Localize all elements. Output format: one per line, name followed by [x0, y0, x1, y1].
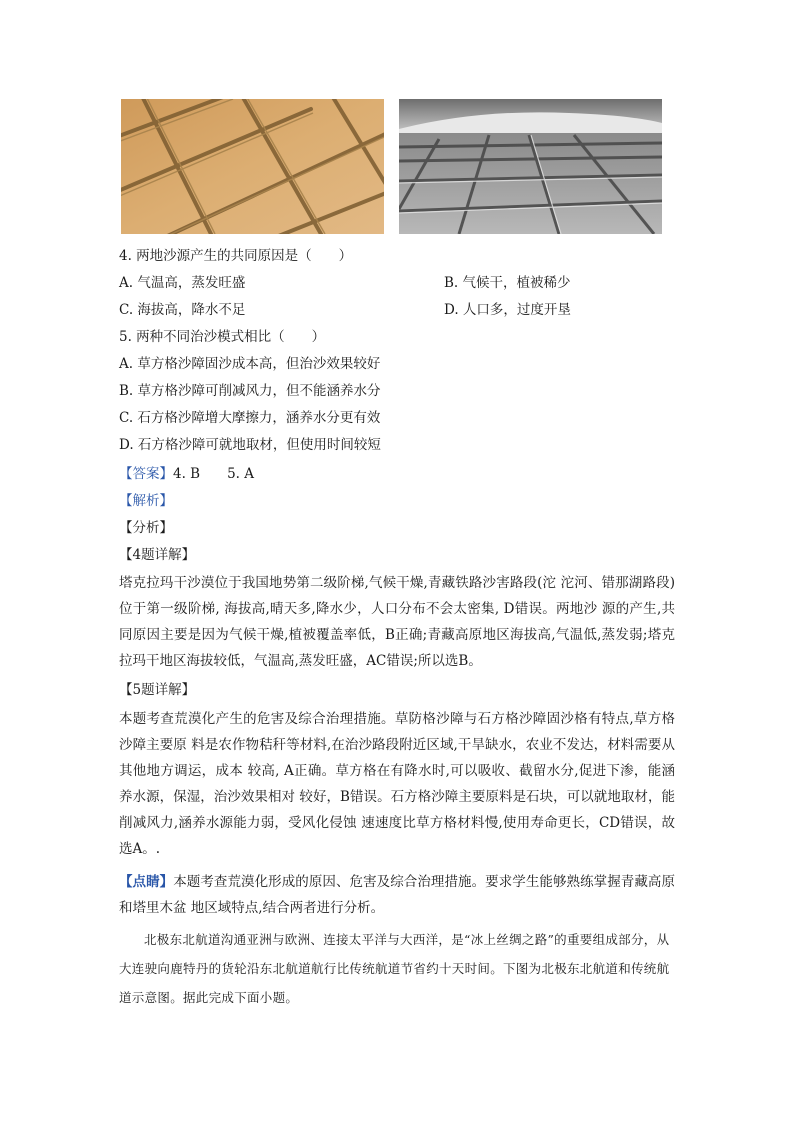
- q5-option-c: C. 石方格沙障增大摩擦力，涵养水分更有效: [119, 410, 381, 426]
- q4-option-b: B. 气候干，植被稀少: [444, 275, 571, 291]
- dianjing-label: 【点睛】: [119, 874, 174, 890]
- analysis-label: 【解析】: [119, 493, 173, 509]
- detail4-title: 【4题详解】: [119, 547, 196, 563]
- fenxi-label: 【分析】: [119, 520, 173, 536]
- next-intro-paragraph: [119, 925, 675, 1012]
- next-intro-text: 北极东北航道沟通亚洲与欧洲、连接太平洋与大西洋，是“冰上丝绸之路”的重要组成部分，从大连驶向鹿特丹的货轮沿东北航道航行比传统航道节省约十天时间。下图为北极东北航道和传统航道示意图。据此完成下面小题。: [119, 932, 670, 1005]
- q4-stem: 4. 两地沙源产生的共同原因是（ ）: [119, 248, 353, 264]
- q4-option-a: A. 气温高，蒸发旺盛: [119, 275, 246, 291]
- detail4-text: 塔克拉玛干沙漠位于我国地势第二级阶梯,气候干燥,青藏铁路沙害路段(沱 沱河、错那湖路段)位于第一级阶梯, 海拔高,晴天多,降水少，人口分布不会太密集, D错误。两地沙 源的产生,共同原因主要是因为气候干燥,植被覆盖率低，B正确;青藏高原地区海拔高,气温低,蒸发弱;塔克拉玛干地区海拔较低，气温高,蒸发旺盛，AC错误;所以选B。: [119, 575, 676, 669]
- answer-text: 4. B 5. A: [173, 466, 255, 482]
- detail5-text: 本题考查荒漠化产生的危害及综合治理措施。草防格沙障与石方格沙障固沙格有特点,草方格沙障主要原 料是农作物秸秆等材料,在治沙路段附近区域,干旱缺水，农业不发达，材料需要从其他地方调运，成本 较高, A正确。草方格在有降水时,可以吸收、截留水分,促进下渗，能涵养水源，保湿，治沙效果相对 较好，B错误。石方格沙障主要原料是石块，可以就地取材，能削减风力,涵养水源能力弱，受风化侵蚀 速速度比草方格材料慢,使用寿命更长，CD错误，故选A。.: [119, 711, 675, 857]
- straw-checkerboard-photo: [121, 99, 384, 234]
- q5-option-d: D. 石方格沙障可就地取材，但使用时间较短: [119, 437, 381, 453]
- detail5-paragraph: [119, 706, 675, 862]
- answer-line: [119, 464, 254, 484]
- dianjing-paragraph: [119, 869, 675, 921]
- detail5-title: 【5题详解】: [119, 682, 196, 698]
- q4-option-c: C. 海拔高，降水不足: [119, 302, 246, 318]
- detail4-paragraph: [119, 570, 675, 674]
- q5-option-a: A. 草方格沙障固沙成本高，但治沙效果较好: [119, 356, 381, 372]
- q5-stem: 5. 两种不同治沙模式相比（ ）: [119, 329, 326, 345]
- answer-label: 【答案】: [119, 466, 173, 482]
- q4-option-d: D. 人口多，过度开垦: [444, 302, 571, 318]
- stone-checkerboard-photo: [399, 99, 662, 234]
- dianjing-text: 本题考查荒漠化形成的原因、危害及综合治理措施。要求学生能够熟练掌握青藏高原和塔里木盆 地区域特点,结合两者进行分析。: [119, 874, 675, 916]
- q5-option-b: B. 草方格沙障可削减风力，但不能涵养水分: [119, 383, 381, 399]
